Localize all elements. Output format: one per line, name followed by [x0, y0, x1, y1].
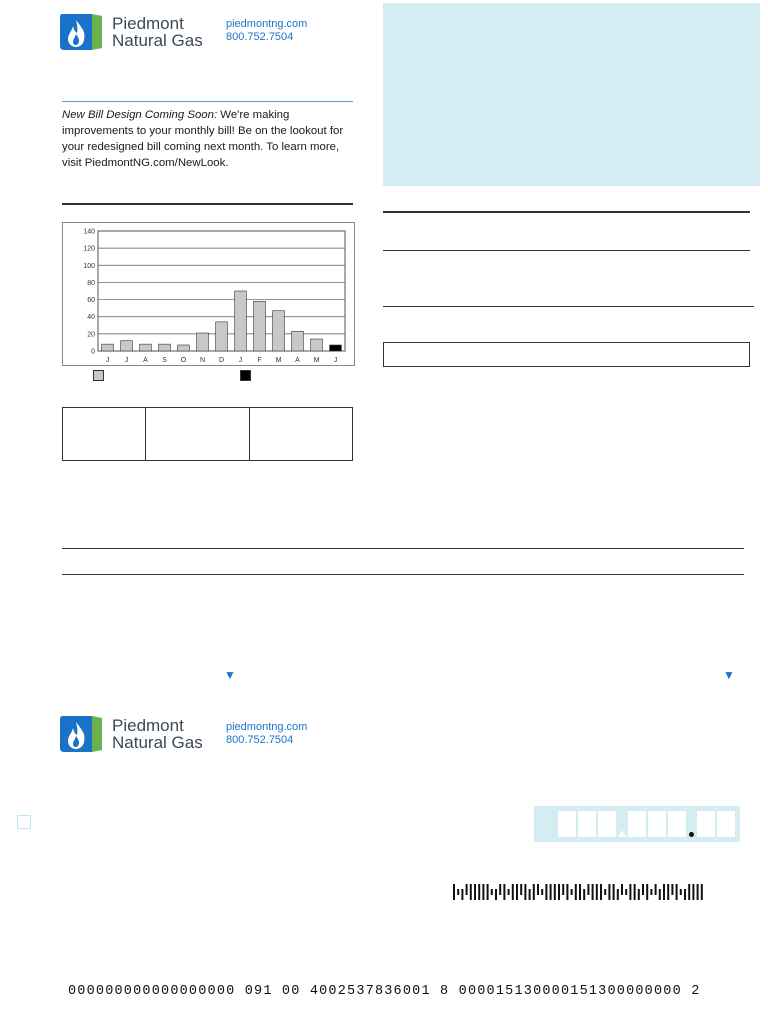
- notice-title: New Bill Design Coming Soon:: [62, 109, 218, 121]
- barcode-bar: [482, 884, 484, 900]
- barcode-bar: [575, 884, 577, 900]
- legend-past-usage-swatch: [93, 370, 104, 381]
- brand-name: [112, 717, 203, 751]
- barcode-bar: [697, 884, 699, 900]
- barcode-bar: [487, 884, 489, 900]
- amount-digit-box[interactable]: [558, 811, 576, 837]
- section-rule-left: [62, 203, 353, 205]
- barcode-bar: [478, 884, 480, 900]
- barcode-bar: [579, 884, 581, 900]
- tear-marker-right-icon: ▼: [723, 668, 735, 682]
- usage-bar: [102, 344, 114, 351]
- x-tick-label: J: [238, 357, 243, 364]
- current-usage-bar: [330, 345, 342, 351]
- barcode-bar: [545, 884, 547, 900]
- barcode-bar: [701, 884, 703, 900]
- flame-logo-icon: [58, 714, 104, 754]
- amount-digit-box[interactable]: [668, 811, 686, 837]
- barcode-bar: [600, 884, 602, 900]
- barcode-bar: [533, 884, 535, 900]
- barcode-bar: [524, 884, 526, 900]
- barcode-bar: [554, 884, 556, 900]
- usage-bar: [292, 331, 304, 351]
- notice-body: We're making improvements to your monthly bill! Be on the lookout for your redesigned bill coming next month. To learn more, visit PiedmontNG.com/NewLook.: [62, 109, 344, 169]
- barcode-bar: [629, 884, 631, 900]
- barcode-bar: [692, 884, 694, 900]
- barcode-bar: [596, 884, 598, 900]
- table-cell-3: [250, 408, 352, 460]
- usage-bar: [159, 344, 171, 351]
- usage-bar: [121, 341, 133, 351]
- x-tick-label: A: [295, 357, 300, 364]
- barcode-bar: [650, 889, 652, 895]
- barcode-bar: [562, 884, 564, 895]
- barcode-bar: [516, 884, 518, 900]
- x-tick-label: O: [180, 357, 187, 364]
- usage-bar: [197, 333, 209, 351]
- barcode-bar: [638, 889, 640, 900]
- company-logo: [58, 12, 203, 52]
- x-tick-label: J: [333, 357, 338, 364]
- usage-bar: [235, 291, 247, 351]
- amount-digit-box[interactable]: [697, 811, 715, 837]
- amount-digit-box[interactable]: [578, 811, 596, 837]
- amount-digit-box[interactable]: [628, 811, 646, 837]
- barcode-bar: [676, 884, 678, 900]
- x-tick-label: N: [199, 357, 206, 364]
- barcode-bar: [571, 889, 573, 895]
- barcode-bar: [642, 884, 644, 895]
- barcode-bar: [466, 884, 468, 895]
- usage-bar: [311, 339, 323, 351]
- barcode-bar: [621, 884, 623, 895]
- x-tick-label: J: [105, 357, 110, 364]
- barcode-bar: [659, 889, 661, 900]
- micr-scan-line: 000000000000000000 091 00 4002537836001 8 000015130000151300000000 2: [68, 984, 701, 999]
- barcode-bar: [613, 884, 615, 900]
- phone-number: 800.752.7504: [226, 31, 294, 43]
- barcode-bar: [604, 889, 606, 895]
- brand-name-line2: Natural Gas: [112, 733, 203, 752]
- barcode-bar: [566, 884, 568, 900]
- barcode-bar: [491, 889, 493, 895]
- y-tick-label: 80: [87, 279, 95, 287]
- barcode-bar: [617, 889, 619, 900]
- barcode-bar: [503, 884, 505, 900]
- usage-bar: [254, 301, 266, 351]
- barcode-bar: [457, 889, 459, 895]
- barcode-bar: [680, 889, 682, 895]
- table-cell-2: [146, 408, 250, 460]
- x-tick-label: J: [124, 357, 129, 364]
- contact-block: [226, 18, 307, 44]
- x-tick-label: M: [275, 357, 282, 364]
- website-link[interactable]: piedmontng.com: [226, 18, 308, 30]
- info-panel: [383, 3, 760, 186]
- barcode-bar: [529, 889, 531, 900]
- y-tick-label: 60: [87, 297, 95, 305]
- usage-chart-svg: [63, 223, 354, 365]
- barcode-bar: [671, 884, 673, 895]
- address-change-checkbox[interactable]: [17, 815, 31, 829]
- y-tick-label: 40: [87, 314, 95, 322]
- brand-name-line1: Piedmont: [112, 14, 184, 33]
- y-tick-label: 100: [83, 262, 95, 270]
- table-cell-1: [63, 408, 146, 460]
- full-rule-1: [62, 548, 744, 549]
- usage-bar: [216, 322, 228, 351]
- usage-bar: [140, 344, 152, 351]
- brand-name: [112, 15, 203, 49]
- barcode-bar: [655, 884, 657, 895]
- y-tick-label: 120: [83, 245, 95, 253]
- legend-current-usage-swatch: [240, 370, 251, 381]
- barcode-bar: [592, 884, 594, 900]
- barcode-bar: [684, 889, 686, 900]
- usage-summary-table: [62, 407, 353, 461]
- amount-digit-box[interactable]: [648, 811, 666, 837]
- brand-name-line1: Piedmont: [112, 716, 184, 735]
- barcode-bar: [537, 884, 539, 895]
- barcode-bar: [625, 889, 627, 895]
- barcode-bar: [646, 884, 648, 900]
- x-tick-label: F: [257, 357, 262, 364]
- barcode-bar: [667, 884, 669, 900]
- amount-digit-box[interactable]: [717, 811, 735, 837]
- tear-marker-left-icon: ▼: [224, 668, 236, 682]
- brand-name-line2: Natural Gas: [112, 31, 203, 50]
- barcode-bar: [688, 884, 690, 900]
- notice-top-rule: [62, 101, 353, 102]
- section-rule-right-2: [383, 250, 750, 251]
- usage-bar: [178, 345, 190, 351]
- right-summary-box: [383, 342, 750, 367]
- y-tick-label: 0: [91, 348, 95, 356]
- section-rule-right-1: [383, 211, 750, 213]
- flame-logo-icon: [58, 12, 104, 52]
- barcode-bar: [474, 884, 476, 900]
- postal-barcode: [453, 884, 705, 900]
- barcode-bar: [453, 884, 455, 900]
- x-tick-label: M: [313, 357, 320, 364]
- barcode-bar: [461, 889, 463, 900]
- barcode-bar: [634, 884, 636, 900]
- barcode-bar: [583, 889, 585, 900]
- barcode-bar: [663, 884, 665, 900]
- barcode-bar: [512, 884, 514, 900]
- new-bill-notice: [62, 107, 354, 171]
- section-rule-right-3: [383, 306, 754, 307]
- full-rule-2: [62, 574, 744, 575]
- company-logo-bottom: [58, 714, 203, 754]
- amount-enclosed-field[interactable]: [534, 806, 740, 842]
- y-tick-label: 20: [87, 331, 95, 339]
- barcode-bar: [550, 884, 552, 900]
- barcode-bar: [520, 884, 522, 895]
- barcode-bar: [495, 889, 497, 900]
- phone-number: 800.752.7504: [226, 734, 294, 746]
- x-tick-label: D: [218, 357, 225, 364]
- x-tick-label: S: [162, 357, 167, 364]
- comma-separator-icon: [618, 830, 626, 837]
- decimal-point-icon: [689, 832, 694, 837]
- website-link[interactable]: piedmontng.com: [226, 721, 308, 733]
- barcode-bar: [508, 889, 510, 895]
- barcode-bar: [558, 884, 560, 900]
- contact-block-bottom: [226, 721, 307, 747]
- barcode-bar: [587, 884, 589, 895]
- amount-digit-box[interactable]: [598, 811, 616, 837]
- barcode-bar: [470, 884, 472, 900]
- x-tick-label: A: [143, 357, 148, 364]
- y-tick-label: 140: [83, 228, 95, 236]
- usage-chart: [62, 222, 355, 366]
- barcode-bar: [499, 884, 501, 895]
- barcode-bar: [541, 889, 543, 895]
- usage-bar: [273, 311, 285, 351]
- barcode-bar: [608, 884, 610, 900]
